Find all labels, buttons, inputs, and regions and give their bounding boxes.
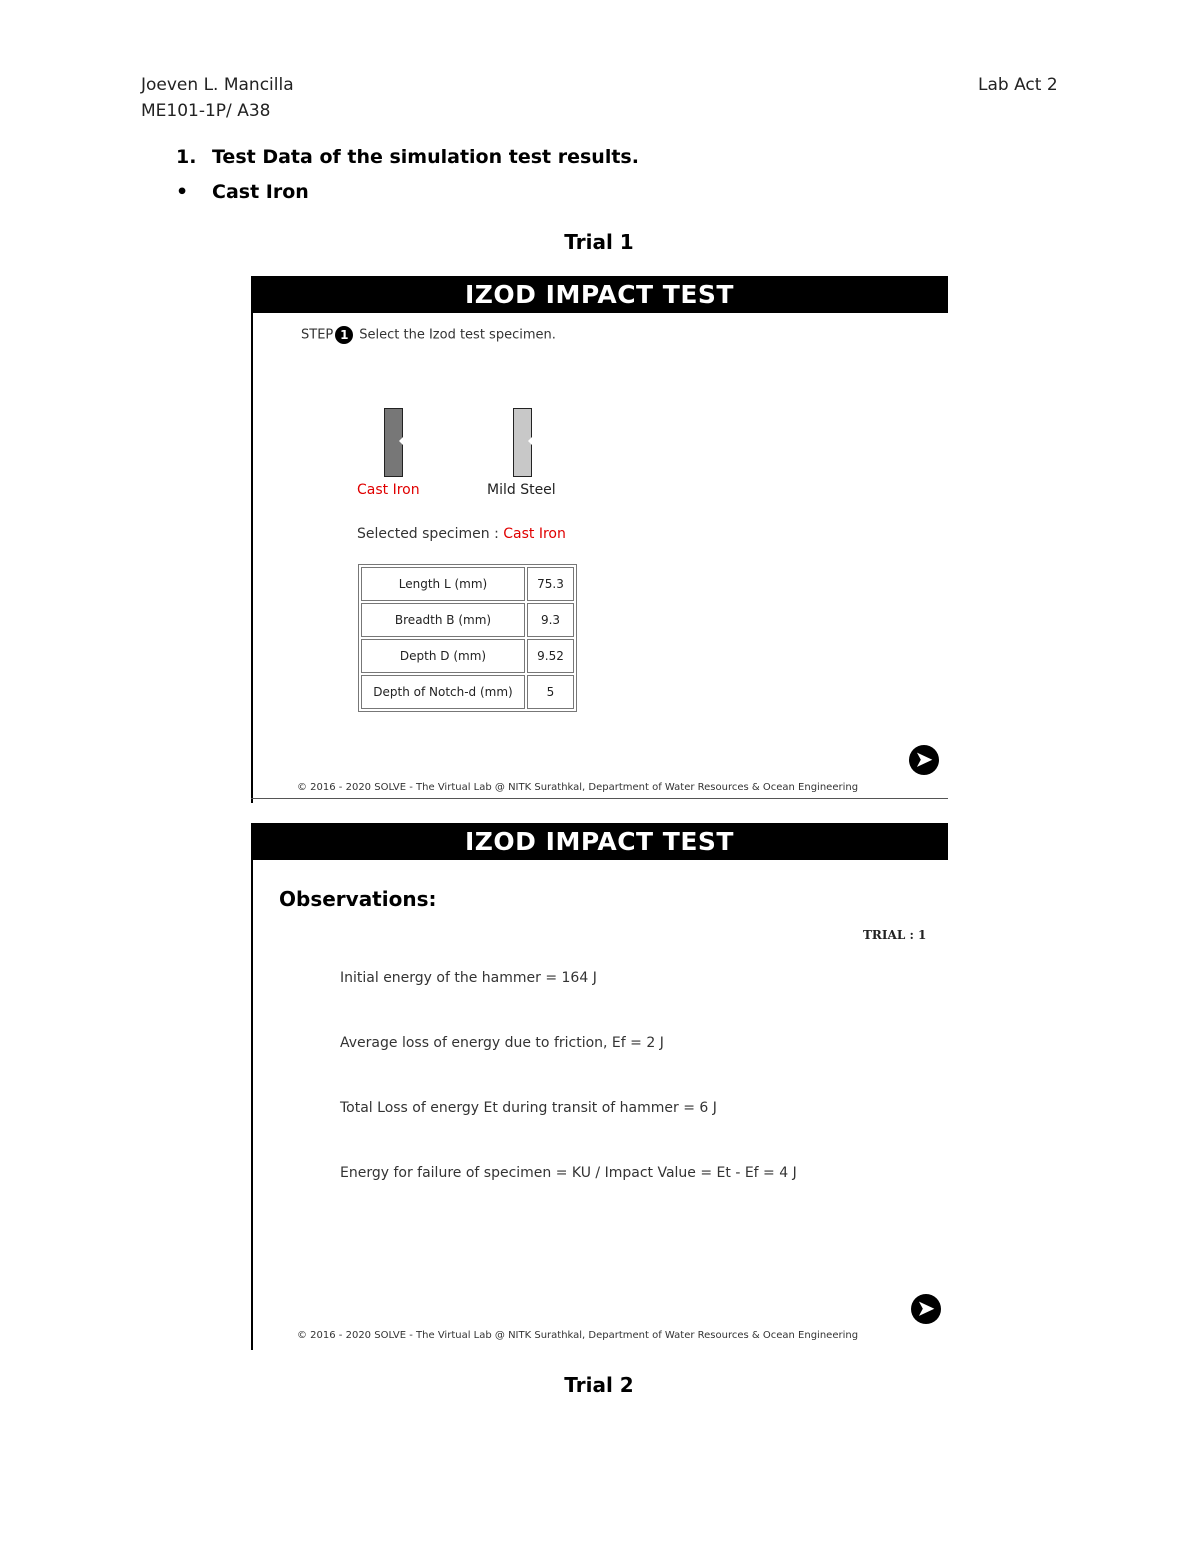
cast-iron-specimen[interactable]	[384, 408, 403, 477]
dimension-value: 5	[527, 675, 574, 709]
trial-1-label: Trial 1	[564, 230, 634, 254]
heading-number: 1.	[176, 146, 197, 168]
section-heading: Test Data of the simulation test results.	[212, 146, 639, 168]
table-row	[361, 603, 574, 637]
author-name: Joeven L. Mancilla	[141, 75, 294, 95]
cast-iron-label[interactable]: Cast Iron	[357, 482, 420, 498]
step-instruction	[301, 326, 556, 344]
panel-left-border	[251, 313, 253, 803]
friction-loss-line: Average loss of energy due to friction, Ef = 2 J	[340, 1035, 664, 1051]
table-row	[361, 639, 574, 673]
step-text: Select the Izod test specimen.	[359, 327, 556, 343]
table-row	[361, 675, 574, 709]
panel-footer: © 2016 - 2020 SOLVE - The Virtual Lab @ NITK Surathkal, Department of Water Resources & Ocean Engineering	[297, 782, 859, 793]
course-section: ME101-1P/ A38	[141, 101, 271, 121]
panel-left-border	[251, 860, 253, 1350]
dimension-value: 9.52	[527, 639, 574, 673]
step-label: STEP	[301, 327, 334, 343]
dimension-label: Depth of Notch-d (mm)	[361, 675, 525, 709]
dimension-value: 9.3	[527, 603, 574, 637]
selected-prefix: Selected specimen :	[357, 526, 499, 542]
bullet: •	[176, 181, 189, 203]
footer-divider	[251, 798, 948, 799]
specimen-selection-panel	[251, 276, 948, 803]
total-loss-line: Total Loss of energy Et during transit of hammer = 6 J	[340, 1100, 717, 1116]
dimensions-table	[358, 564, 577, 712]
observations-panel	[251, 823, 948, 1350]
impact-value-line: Energy for failure of specimen = KU / Impact Value = Et - Ef = 4 J	[340, 1165, 797, 1181]
mild-steel-specimen[interactable]	[513, 408, 532, 477]
selected-value: Cast Iron	[503, 526, 566, 542]
panel-title: IZOD IMPACT TEST	[251, 276, 948, 313]
selected-specimen	[357, 526, 566, 542]
dimension-label: Depth D (mm)	[361, 639, 525, 673]
initial-energy-line: Initial energy of the hammer = 164 J	[340, 970, 597, 986]
dimension-value: 75.3	[527, 567, 574, 601]
trial-tag: TRIAL : 1	[863, 928, 927, 942]
observations-title: Observations:	[279, 887, 437, 911]
next-arrow-icon[interactable]: ➤	[909, 745, 939, 775]
panel-footer: © 2016 - 2020 SOLVE - The Virtual Lab @ NITK Surathkal, Department of Water Resources & Ocean Engineering	[297, 1330, 859, 1341]
dimension-label: Length L (mm)	[361, 567, 525, 601]
mild-steel-label[interactable]: Mild Steel	[487, 482, 556, 498]
material-heading: Cast Iron	[212, 181, 309, 203]
panel-title: IZOD IMPACT TEST	[251, 823, 948, 860]
dimension-label: Breadth B (mm)	[361, 603, 525, 637]
step-number-badge: 1	[335, 326, 353, 344]
activity-title: Lab Act 2	[978, 75, 1058, 95]
trial-2-label: Trial 2	[564, 1373, 634, 1397]
table-row	[361, 567, 574, 601]
next-arrow-icon[interactable]: ➤	[911, 1294, 941, 1324]
